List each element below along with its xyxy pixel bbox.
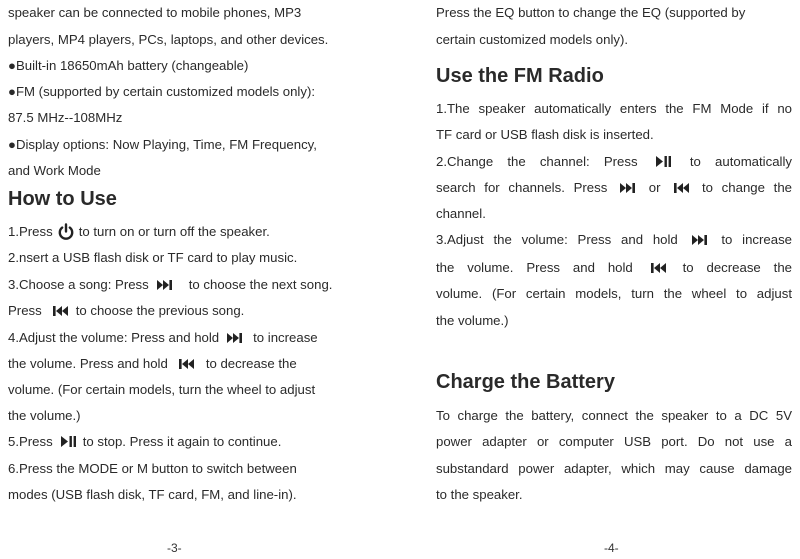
skip-previous-icon [52, 306, 68, 316]
step-text: 5.Press [8, 434, 53, 449]
intro-line: players, MP4 players, PCs, laptops, and other devices. [8, 32, 329, 47]
skip-next-icon [692, 235, 708, 245]
feature-item [8, 136, 317, 154]
step-5 [8, 433, 281, 451]
step-text: the volume. Press and hold [8, 356, 168, 371]
feature-text: Built-in 18650mAh battery (changeable) [15, 58, 249, 73]
feature-text: 87.5 MHz--108MHz [8, 110, 123, 125]
step-text: 4.Adjust the volume: Press and hold [8, 330, 220, 345]
charge-text: To charge the battery, connect the speaker to a DC 5V [436, 408, 792, 423]
step-1 [8, 223, 270, 241]
step-text: to choose the next song. [188, 277, 333, 292]
play-pause-icon [656, 156, 672, 167]
fm-text: to change the [701, 180, 792, 195]
step-text: to stop. Press it again to continue. [82, 434, 282, 449]
fm-text: the volume. Press and hold [436, 260, 633, 275]
charge-text: to the speaker. [436, 487, 523, 502]
feature-text: FM (supported by certain customized models only): [15, 84, 316, 99]
bullet-icon: ● [8, 137, 16, 152]
page-number: -4- [604, 541, 619, 555]
fm-step-2 [436, 153, 792, 171]
fm-radio-heading: Use the FM Radio [436, 65, 604, 87]
bullet-icon: ● [8, 84, 16, 99]
feature-item [8, 83, 315, 101]
step-text: 1.Press [8, 224, 53, 239]
skip-previous-icon [650, 263, 666, 273]
step-text: 3.Choose a song: Press [8, 277, 149, 292]
fm-text: to automatically [689, 154, 792, 169]
how-to-use-heading: How to Use [8, 188, 117, 210]
step-4 [8, 329, 318, 347]
fm-step-3 [436, 231, 792, 249]
fm-text: the volume.) [436, 313, 509, 328]
eq-line: certain customized models only). [436, 32, 629, 47]
skip-previous-icon [178, 359, 194, 369]
step-3-cont [8, 302, 244, 320]
skip-next-icon [157, 280, 173, 290]
fm-step-3-cont [436, 259, 792, 277]
skip-next-icon [620, 183, 636, 193]
eq-line: Press the EQ button to change the EQ (supported by [436, 5, 746, 20]
skip-next-icon [227, 333, 243, 343]
step-text: Press [8, 303, 42, 318]
intro-line: speaker can be connected to mobile phones, MP3 [8, 5, 302, 20]
step-4-cont: the volume.) [8, 408, 81, 423]
feature-item [8, 57, 248, 75]
power-icon [57, 223, 75, 241]
fm-text: to increase [721, 232, 792, 247]
fm-step-2-cont [436, 179, 792, 197]
fm-text: TF card or USB flash disk is inserted. [436, 127, 654, 142]
step-2: 2.nsert a USB flash disk or TF card to play music. [8, 250, 298, 265]
fm-text: search for channels. Press [436, 180, 608, 195]
charge-battery-heading: Charge the Battery [436, 371, 615, 393]
play-pause-icon [61, 436, 77, 447]
fm-text: 1.The speaker automatically enters the FM Mode if no [436, 101, 792, 116]
fm-text: 3.Adjust the volume: Press and hold [436, 232, 678, 247]
step-3 [8, 276, 332, 294]
page-number: -3- [167, 541, 182, 555]
step-text: to increase [253, 330, 318, 345]
fm-text: 2.Change the channel: Press [436, 154, 638, 169]
fm-text: to decrease the [682, 260, 792, 275]
charge-text: power adapter or computer USB port. Do not use a [436, 434, 792, 449]
step-4-cont [8, 355, 297, 373]
charge-text: substandard power adapter, which may cause damage [436, 461, 792, 476]
step-6: 6.Press the MODE or M button to switch between [8, 461, 297, 476]
step-text: to decrease the [205, 356, 297, 371]
skip-previous-icon [673, 183, 689, 193]
step-text: to choose the previous song. [75, 303, 245, 318]
fm-text: channel. [436, 206, 486, 221]
step-4-cont: volume. (For certain models, turn the wheel to adjust [8, 382, 316, 397]
fm-text: or [648, 180, 661, 195]
bullet-icon: ● [8, 58, 16, 73]
feature-text: Display options: Now Playing, Time, FM Frequency, [15, 137, 317, 152]
step-text: to turn on or turn off the speaker. [78, 224, 270, 239]
step-6-cont: modes (USB flash disk, TF card, FM, and line-in). [8, 487, 297, 502]
feature-text: and Work Mode [8, 163, 101, 178]
fm-text: volume. (For certain models, turn the wheel to adjust [436, 286, 792, 301]
